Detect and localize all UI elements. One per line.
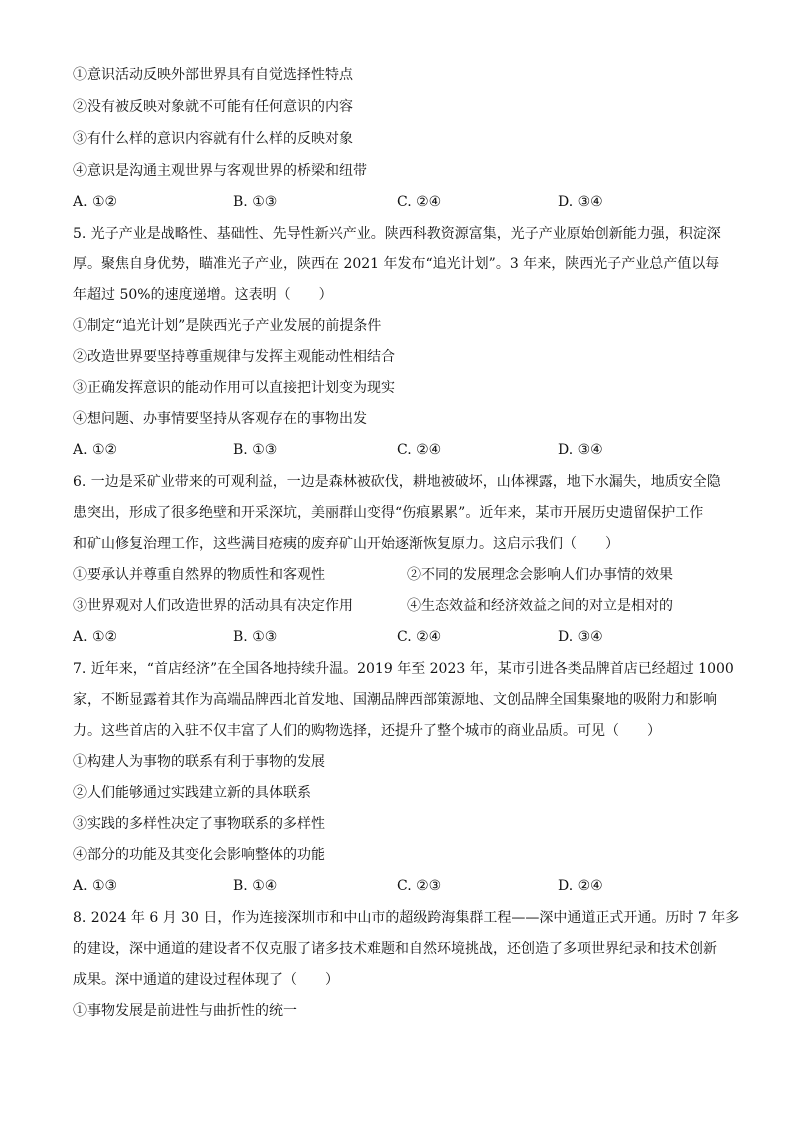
q5-option-d: D. ③④ [558, 442, 603, 458]
q7-statement-2: ②人们能够通过实践建立新的具体联系 [73, 785, 311, 801]
q6-option-a: A. ①② [73, 629, 118, 645]
q8-stem-line-2: 的建设，深中通道的建设者不仅克服了诸多技术难题和自然环境挑战，还创造了多项世界纪录和技术创新 [73, 941, 717, 957]
q7-stem-line-1: 7. 近年来，“首店经济”在全国各地持续升温。2019 年至 2023 年，某市引进各类品牌首店已经超过 1000 [73, 661, 734, 677]
q4-statement-2: ②没有被反映对象就不可能有任何意识的内容 [73, 99, 353, 115]
q6-option-d: D. ③④ [558, 629, 603, 645]
q6-statement-1: ①要承认并尊重自然界的物质性和客观性 [73, 567, 325, 583]
q6-statement-2: ②不同的发展理念会影响人们办事情的效果 [407, 567, 673, 583]
q5-stem-line-2: 厚。聚焦自身优势，瞄准光子产业，陕西在 2021 年发布“追光计划”。3 年来，陕西光子产业总产值以每 [73, 256, 720, 272]
q5-statement-4: ④想问题、办事情要坚持从客观存在的事物出发 [73, 411, 367, 427]
q6-statement-4: ④生态效益和经济效益之间的对立是相对的 [407, 598, 673, 614]
q4-option-d: D. ③④ [558, 194, 603, 210]
q5-option-b: B. ①③ [233, 442, 278, 458]
q5-statement-2: ②改造世界要坚持尊重规律与发挥主观能动性相结合 [73, 349, 395, 365]
q4-statement-3: ③有什么样的意识内容就有什么样的反映对象 [73, 131, 353, 147]
q8-stem-line-1: 8. 2024 年 6 月 30 日，作为连接深圳市和中山市的超级跨海集群工程——深中通道正式开通。历时 7 年多 [73, 910, 740, 926]
q4-option-c: C. ②④ [397, 194, 442, 210]
q6-statement-3: ③世界观对人们改造世界的活动具有决定作用 [73, 598, 353, 614]
q7-option-d: D. ②④ [558, 878, 603, 894]
q7-statement-3: ③实践的多样性决定了事物联系的多样性 [73, 816, 325, 832]
q7-statement-1: ①构建人为事物的联系有利于事物的发展 [73, 754, 325, 770]
q6-stem-line-3: 和矿山修复治理工作，这些满目疮痍的废弃矿山开始逐渐恢复原力。这启示我们（ ） [73, 536, 619, 552]
q4-statement-1: ①意识活动反映外部世界具有自觉选择性特点 [73, 67, 353, 83]
q5-statement-3: ③正确发挥意识的能动作用可以直接把计划变为现实 [73, 380, 395, 396]
q7-option-b: B. ①④ [233, 878, 278, 894]
q6-option-b: B. ①③ [233, 629, 278, 645]
q7-stem-line-3: 力。这些首店的入驻不仅丰富了人们的购物选择，还提升了整个城市的商业品质。可见（ ） [73, 723, 661, 739]
q8-statement-1: ①事物发展是前进性与曲折性的统一 [73, 1003, 297, 1019]
q7-stem-line-2: 家，不断显露着其作为高端品牌西北首发地、国潮品牌西部策源地、文创品牌全国集聚地的吸附力和影响 [73, 692, 717, 708]
q6-stem-line-2: 患突出，形成了很多绝壁和开采深坑，美丽群山变得“伤痕累累”。近年来，某市开展历史遗留保护工作 [73, 505, 704, 521]
q4-statement-4: ④意识是沟通主观世界与客观世界的桥梁和纽带 [73, 163, 367, 179]
q7-option-c: C. ②③ [397, 878, 442, 894]
q7-option-a: A. ①③ [73, 878, 118, 894]
q7-statement-4: ④部分的功能及其变化会影响整体的功能 [73, 847, 325, 863]
q5-option-a: A. ①② [73, 442, 118, 458]
q8-stem-line-3: 成果。深中通道的建设过程体现了（ ） [73, 972, 339, 988]
q4-option-b: B. ①③ [233, 194, 278, 210]
q6-stem-line-1: 6. 一边是采矿业带来的可观利益，一边是森林被砍伐，耕地被破坏，山体裸露，地下水漏失，地质安全隐 [73, 474, 721, 490]
q5-option-c: C. ②④ [397, 442, 442, 458]
q5-stem-line-3: 年超过 50%的速度递增。这表明（ ） [73, 287, 333, 303]
q6-option-c: C. ②④ [397, 629, 442, 645]
q5-stem-line-1: 5. 光子产业是战略性、基础性、先导性新兴产业。陕西科教资源富集，光子产业原始创新能力强，积淀深 [73, 226, 721, 242]
q5-statement-1: ①制定“追光计划”是陕西光子产业发展的前提条件 [73, 318, 382, 334]
q4-option-a: A. ①② [73, 194, 118, 210]
